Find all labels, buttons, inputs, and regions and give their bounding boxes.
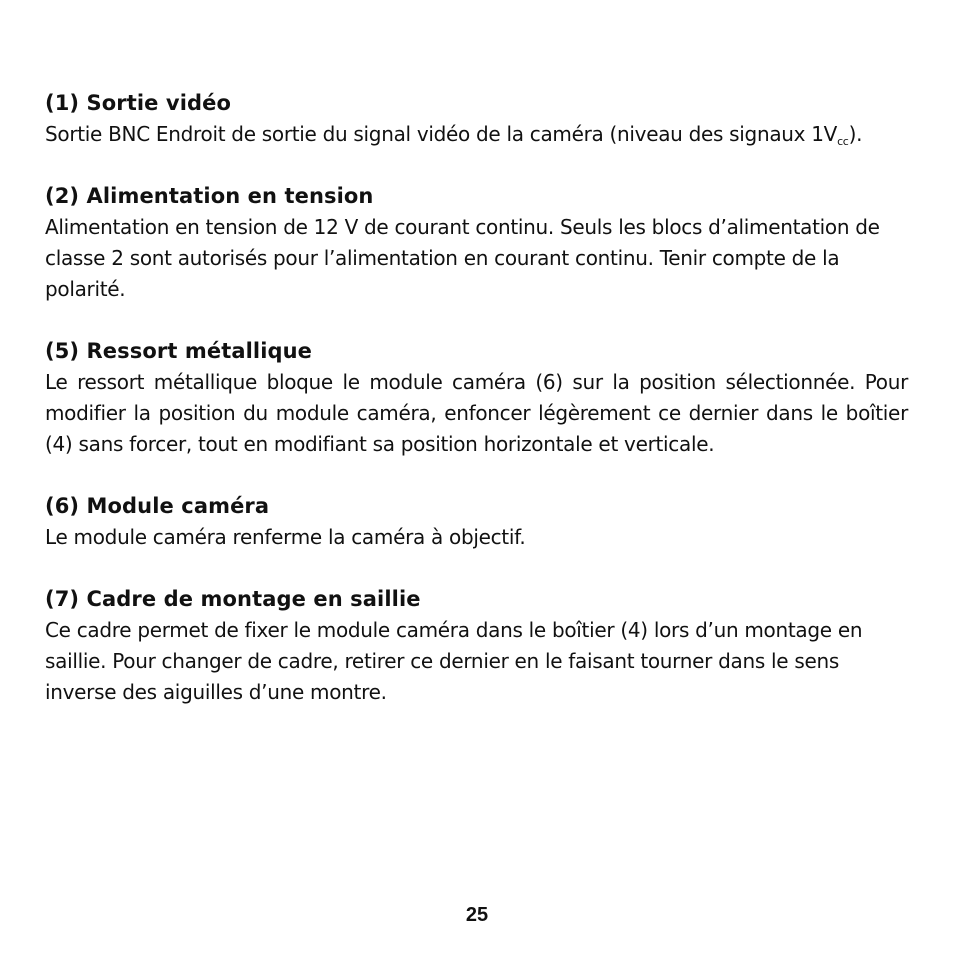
section-heading: (5) Ressort métallique	[45, 339, 313, 363]
page-number: 25	[465, 904, 489, 926]
page-content	[45, 88, 908, 739]
section-text: Ce cadre permet de fixer le module caméra dans le boîtier (4) lors d’un montage en saillie. Pour changer de cadre, retirer ce dernier en le faisant tourner dans le sens inverse des aiguilles d’une montre.	[45, 618, 863, 704]
section-text-main: Sortie BNC Endroit de sortie du signal vidéo de la caméra (niveau des signaux 1V	[45, 122, 838, 146]
section-text: Le module caméra renferme la caméra à objectif.	[45, 525, 526, 549]
section-text	[45, 119, 908, 150]
section-text-end: ).	[848, 122, 863, 146]
section-text: Alimentation en tension de 12 V de courant continu. Seuls les blocs d’alimentation de classe 2 sont autorisés pour l’alimentation en courant continu. Tenir compte de la polarité.	[45, 215, 880, 301]
subscript-cc: cc	[837, 135, 849, 148]
section-heading: (7) Cadre de montage en saillie	[45, 587, 421, 611]
section-cadre-montage	[45, 584, 908, 708]
section-ressort	[45, 336, 908, 460]
section-heading: (1) Sortie vidéo	[45, 91, 232, 115]
section-sortie-video	[45, 88, 908, 150]
section-module-camera	[45, 491, 908, 553]
section-heading: (2) Alimentation en tension	[45, 184, 374, 208]
section-alimentation	[45, 181, 908, 305]
section-heading: (6) Module caméra	[45, 494, 270, 518]
section-text: Le ressort métallique bloque le module caméra (6) sur la position sélectionnée. Pour modifier la position du module caméra, enfoncer légèrement ce dernier dans le boîtier (4) sans forcer, tout en modifiant sa position horizontale et verticale.	[45, 370, 908, 456]
